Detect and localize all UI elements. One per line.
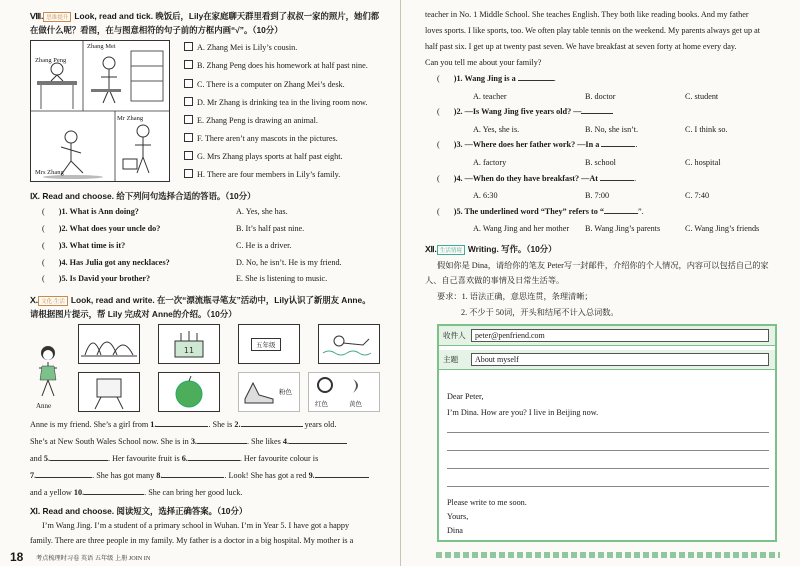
sec10-line-1 [30, 420, 336, 429]
painting-picture [78, 372, 140, 412]
ring-hairpin-icon [309, 373, 381, 397]
sec9-title: Ⅸ. Read and choose. 给下列问句选择合适的答语。（10分） [30, 191, 256, 201]
sec8-title2: 在做什么呢？看图，在与图意相符的句子前的方框内画“√”。（10分） [30, 25, 283, 35]
sec10-heading [30, 294, 371, 306]
question-end: ”. [638, 207, 644, 216]
sec10-tag: 文化·生活 [38, 296, 68, 306]
sec8-num: Ⅷ. [30, 11, 44, 21]
blank-4[interactable] [289, 443, 347, 444]
blank-2[interactable] [241, 426, 303, 427]
sec11-para-line-2: family. There are three people in my family. My father is a doctor in a big hospital. My mother is a [30, 536, 354, 545]
question-text: )3. —Where does her father work? —In a [453, 140, 600, 149]
question-text: )1. What is Ann doing? [58, 207, 139, 216]
question-text: )4. —When do they have breakfast? —At [453, 174, 599, 183]
pink-label: 粉色 [279, 389, 292, 396]
question-text: )5. Is David your brother? [58, 274, 151, 283]
anne-figure [34, 344, 62, 400]
check-item-b[interactable] [184, 60, 368, 70]
paren: ( [437, 107, 440, 116]
check-label: D. Mr Zhang is drinking tea in the living room now. [197, 98, 368, 107]
check-label: H. There are four members in Lily’s family. [197, 170, 341, 179]
label-zhang-mei: Zhang Mei [87, 43, 116, 50]
text: years old. [304, 420, 337, 429]
yellow-label: 黄色 [349, 401, 362, 408]
answer-blank[interactable] [601, 146, 635, 147]
q4-option-a: A. 6:30 [473, 191, 498, 200]
decorative-border [436, 552, 780, 558]
q3-option-b: B. school [585, 158, 616, 167]
checkbox[interactable] [184, 79, 193, 88]
subject-label: 主题 [443, 355, 459, 364]
blank-num: 2. [234, 420, 241, 429]
family-illustration [30, 40, 170, 182]
sec11-para-line-6: Can you tell me about your family? [425, 58, 542, 67]
sec11-q3[interactable] [437, 140, 637, 149]
q2-option-c: C. I think so. [685, 125, 728, 134]
text: and [30, 454, 42, 463]
q3-option-c: C. hospital [685, 158, 721, 167]
anne-label: Anne [36, 402, 52, 410]
check-item-c[interactable] [184, 79, 345, 89]
sec9-q5[interactable] [42, 274, 150, 283]
blank-8[interactable] [162, 477, 224, 478]
check-item-f[interactable] [184, 133, 338, 143]
checkbox[interactable] [184, 151, 193, 160]
blank-num: 7. [30, 471, 37, 480]
question-text: )3. What time is it? [58, 241, 126, 250]
email-intro: I’m Dina. How are you? I live in Beijing now. [447, 408, 599, 417]
recipient-row [439, 326, 775, 346]
check-item-h[interactable] [184, 169, 340, 179]
check-label: E. Zhang Peng is drawing an animal. [197, 116, 318, 125]
subject-row [439, 350, 775, 370]
sec10-line-2 [30, 437, 347, 446]
email-greeting: Dear Peter, [447, 392, 484, 401]
sec9-answer-d: D. No, he isn’t. He is my friend. [236, 258, 342, 267]
sec12-prompt-2: 人、自己喜欢做的事情及日常生活等。 [425, 276, 565, 285]
sec10-line-3 [30, 454, 318, 463]
q1-option-b: B. doctor [585, 92, 616, 101]
question-text: )2. —Is Wang Jing five years old? — [453, 107, 582, 116]
sec12-title: Writing. 写作。（10分） [467, 244, 557, 254]
grade-picture [238, 324, 300, 364]
paren: ( [42, 258, 45, 267]
text: . She can bring her good luck. [144, 488, 243, 497]
sec12-requirement-2: 2. 不少于 50词，开头和结尾不计入总词数。 [461, 308, 619, 317]
sec11-q1[interactable] [437, 74, 556, 83]
question-end: . [634, 174, 637, 183]
page-number: 18 [10, 550, 24, 564]
question-text: )2. What does your uncle do? [58, 224, 161, 233]
paren: ( [437, 140, 440, 149]
grade-sign: 五年级 [251, 338, 281, 351]
email-form [437, 324, 777, 542]
red-label: 红色 [315, 401, 328, 408]
q2-option-b: B. No, she isn’t. [585, 125, 639, 134]
recipient-field[interactable]: peter@penfriend.com [471, 329, 769, 342]
question-end: . [635, 140, 638, 149]
answer-blank[interactable] [518, 80, 554, 81]
swimming-picture [318, 324, 380, 364]
q4-option-c: C. 7:40 [685, 191, 710, 200]
question-end: . [553, 74, 556, 83]
sec10-title2: 请根据图片提示，帮 Lily 完成对 Anne的介绍。（10分） [30, 309, 237, 319]
checkbox[interactable] [184, 169, 193, 178]
check-label: C. There is a computer on Zhang Mei’s desk. [197, 80, 345, 89]
paren: ( [42, 224, 45, 233]
sec9-answer-b: B. It’s half past nine. [236, 224, 305, 233]
q1-option-a: A. teacher [473, 92, 507, 101]
paren: ( [437, 174, 440, 183]
sec10-title: Look, read and write. 在一次“漂流瓶寻笔友”活动中，Lily认识了新朋友 Anne。 [70, 295, 371, 305]
blank-num: 4. [282, 437, 290, 446]
answer-blank[interactable] [604, 213, 638, 214]
check-label: A. Zhang Mei is Lily’s cousin. [197, 43, 298, 52]
paren: ( [42, 207, 45, 216]
shoe-icon [239, 373, 279, 411]
check-item-d[interactable] [184, 97, 367, 107]
email-signoff: Yours, [447, 512, 469, 521]
text: Anne is my friend. She’s a girl from [30, 420, 149, 429]
q5-option-b: B. Wang Jing’s parents [585, 224, 661, 233]
sec11-q4[interactable] [437, 174, 636, 183]
blank-5[interactable] [50, 460, 108, 461]
sec8-tag: 思维提升 [43, 12, 71, 22]
paren: ( [437, 74, 440, 83]
sec9-answer-e: E. She is listening to music. [236, 274, 328, 283]
checkbox[interactable] [184, 42, 193, 51]
sec11-para-line-1: I’m Wang Jing. I’m a student of a primary school in Wuhan. I’m in Year 5. I have got a happy [42, 521, 350, 530]
question-text: )1. Wang Jing is a [453, 74, 516, 83]
apple-picture [158, 372, 220, 412]
sec11-title: Ⅺ. Read and choose. 阅读短文，选择正确答案。（10分） [30, 506, 248, 516]
q3-option-a: A. factory [473, 158, 507, 167]
writing-line-3[interactable] [447, 468, 769, 469]
sec8-title: Look, read and tick. 晚饭后，Lily在家庭聊天群里看到了叔叔一家的照片，她们都 [74, 11, 380, 21]
sec11-para-line-4: loves sports. I like sports, too. We often play table tennis on the weekend. My parents always get up at [425, 26, 761, 35]
footer-text: 考点梳理时习卷 英语 五年级 上册 JOIN IN [36, 555, 151, 562]
apple-icon [159, 373, 219, 411]
sec9-q3[interactable] [42, 241, 125, 250]
label-mr-zhang: Mr Zhang [117, 115, 144, 122]
writing-line-2[interactable] [447, 450, 769, 451]
sec12-requirement-1: 要求：1. 语法正确，意思连贯，条理清晰； [437, 292, 593, 301]
paren: ( [42, 241, 45, 250]
check-item-g[interactable] [184, 151, 343, 161]
blank-9[interactable] [315, 477, 369, 478]
writing-line-4[interactable] [447, 486, 769, 487]
sec9-q2[interactable] [42, 224, 160, 233]
blank-num: 3. [190, 437, 197, 446]
sec10-line-5 [30, 488, 242, 497]
q5-option-a: A. Wang Jing and her mother [473, 224, 570, 233]
check-label: B. Zhang Peng does his homework at half past nine. [197, 61, 368, 70]
paren: ( [42, 274, 45, 283]
blank-10[interactable] [84, 494, 144, 495]
subject-field[interactable]: About myself [471, 353, 769, 366]
text: . She is [208, 420, 233, 429]
sec11-para-line-5: half past six. I get up at twenty past seven. We have breakfast at seven forty at home every day. [425, 42, 737, 51]
text: She’s at New South Wales School now. She is in [30, 437, 189, 446]
blank-num: 9. [308, 471, 315, 480]
writing-line-1[interactable] [447, 432, 769, 433]
check-label: G. Mrs Zhang plays sports at half past eight. [197, 152, 343, 161]
text: . Her favourite fruit is [108, 454, 180, 463]
checkbox[interactable] [184, 60, 193, 69]
blank-num: 10. [73, 488, 85, 497]
text: . Look! She has got a red [224, 471, 307, 480]
birthday-cake-picture [158, 324, 220, 364]
paren: ( [437, 207, 440, 216]
svg-text:11: 11 [183, 346, 195, 355]
swimming-icon [319, 325, 379, 363]
blank-num: 8. [156, 471, 163, 480]
easel-icon [79, 373, 139, 411]
sec10-num: Ⅹ. [30, 295, 39, 305]
blank-3[interactable] [197, 443, 247, 444]
sec9-q1[interactable] [42, 207, 139, 216]
blank-7[interactable] [36, 477, 92, 478]
q2-option-a: A. Yes, she is. [473, 125, 520, 134]
q1-option-c: C. student [685, 92, 719, 101]
q4-option-b: B. 7:00 [585, 191, 610, 200]
q5-option-c: C. Wang Jing’s friends [685, 224, 760, 233]
sec10-line-4 [30, 471, 369, 480]
email-signature: Dina [447, 526, 463, 535]
answer-blank[interactable] [581, 113, 613, 114]
sec8-heading [30, 10, 379, 22]
sec9-q4[interactable] [42, 258, 170, 267]
sec9-answer-a: A. Yes, she has. [236, 207, 288, 216]
answer-blank[interactable] [600, 180, 634, 181]
text: . Her favourite colour is [239, 454, 319, 463]
shoe-picture [238, 372, 300, 412]
text: . She has got many [92, 471, 155, 480]
sec12-heading [425, 243, 557, 255]
blank-num: 6. [181, 454, 188, 463]
checkbox[interactable] [184, 97, 193, 106]
email-closing: Please write to me soon. [447, 498, 527, 507]
blank-num: 5. [43, 454, 51, 463]
cake-icon [159, 325, 219, 363]
question-text: )5. The underlined word “They” refers to “ [453, 207, 604, 216]
checkbox[interactable] [184, 133, 193, 142]
sec12-num: Ⅻ. [425, 244, 437, 254]
question-text: )4. Has Julia got any necklaces? [58, 258, 170, 267]
sec11-para-line-3: teacher in No. 1 Middle School. She teaches English. They both like reading books. And my father [425, 10, 749, 19]
sec12-tag: 生活情境 [437, 245, 465, 255]
text: . She likes [246, 437, 281, 446]
recipient-label: 收件人 [443, 331, 466, 340]
check-item-e[interactable] [184, 115, 318, 125]
check-item-a[interactable] [184, 42, 297, 52]
opera-house-icon [79, 325, 139, 363]
opera-house-picture [78, 324, 140, 364]
accessories-picture [308, 372, 380, 412]
label-zhang-peng: Zhang Peng [35, 57, 67, 64]
checkbox[interactable] [184, 115, 193, 124]
check-label: F. There aren’t any mascots in the pictures. [197, 134, 338, 143]
sec11-q2[interactable] [437, 107, 613, 116]
blank-num: 1. [150, 420, 157, 429]
blank-6[interactable] [188, 460, 240, 461]
sec9-answer-c: C. He is a driver. [236, 241, 292, 250]
sec12-prompt-1: 假如你是 Dina，请给你的笔友 Peter写一封邮件，介绍你的个人情况，内容可以包括自己的家 [437, 261, 769, 270]
label-mrs-zhang: Mrs Zhang [35, 169, 64, 176]
blank-1[interactable] [156, 426, 208, 427]
sec11-q5[interactable] [437, 207, 644, 216]
text: and a yellow [30, 488, 72, 497]
